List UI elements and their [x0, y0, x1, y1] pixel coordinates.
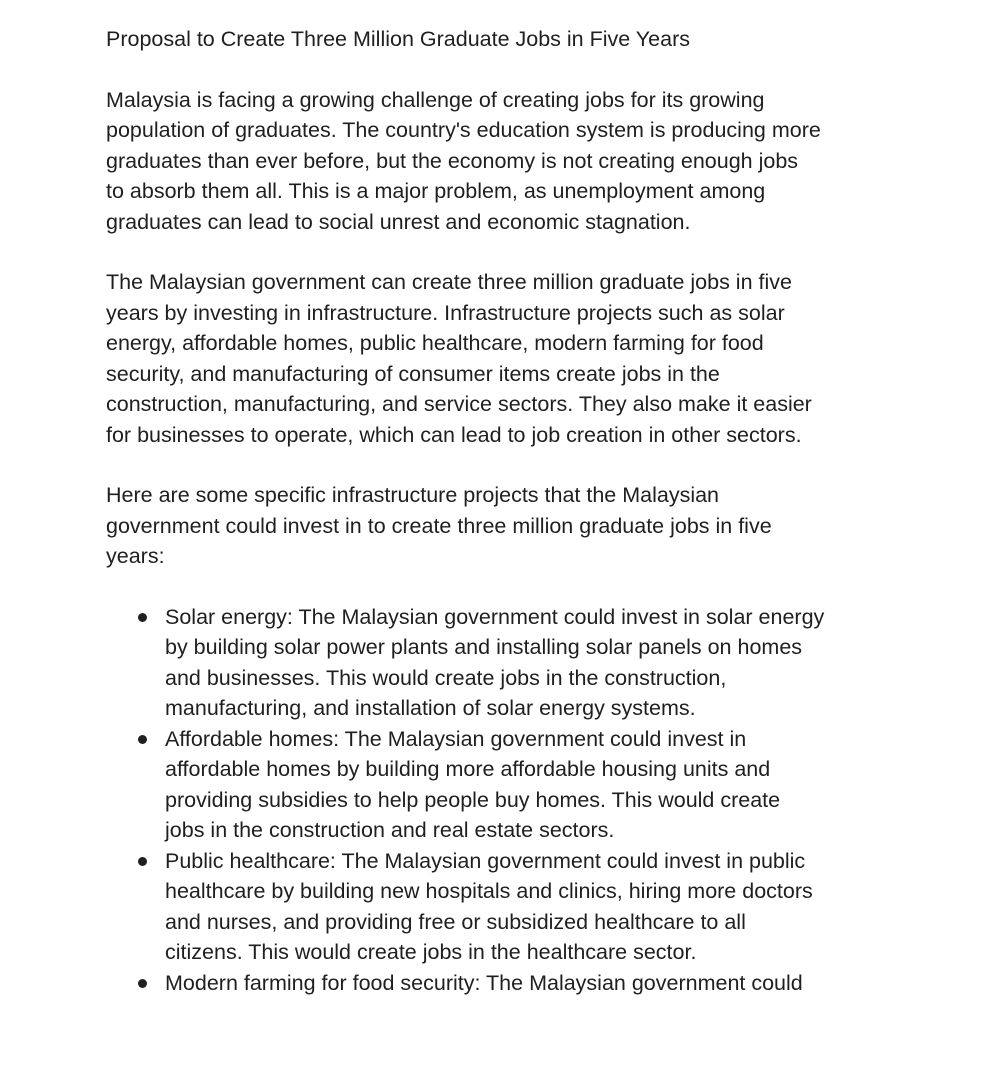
text-line: for businesses to operate, which can lead to job creation in other sectors.	[106, 422, 802, 447]
text-line: The Malaysian government can create three million graduate jobs in five	[106, 270, 792, 294]
bullet-dot-icon	[138, 979, 147, 988]
text-line: graduates can lead to social unrest and economic stagnation.	[106, 209, 691, 234]
text-line: citizens. This would create jobs in the healthcare sector.	[165, 940, 697, 964]
text-line: Malaysia is facing a growing challenge of creating jobs for its growing	[106, 87, 765, 112]
text-line: affordable homes by building more affordable housing units and	[165, 757, 771, 781]
bullet-item-solar-energy	[106, 602, 886, 724]
text-line: Modern farming for food security: The Malaysian government could	[165, 970, 803, 995]
project-bullet-list	[106, 602, 886, 999]
text-line: Public healthcare: The Malaysian government could invest in public	[165, 848, 806, 873]
text-line: and businesses. This would create jobs in the construction,	[165, 665, 727, 690]
text-line: to absorb them all. This is a major problem, as unemployment among	[106, 179, 766, 203]
text-line: by building solar power plants and installing solar panels on homes	[165, 635, 803, 659]
bullet-item-affordable-homes	[106, 724, 886, 846]
text-line: energy, affordable homes, public healthcare, modern farming for food	[106, 331, 764, 355]
text-line: and nurses, and providing free or subsidized healthcare to all	[165, 909, 746, 934]
document-title: Proposal to Create Three Million Graduate Jobs in Five Years	[106, 27, 690, 51]
text-line: healthcare by building new hospitals and clinics, hiring more doctors	[165, 879, 813, 903]
text-line: years:	[106, 544, 165, 568]
bullet-item-modern-farming	[106, 968, 886, 999]
bullet-dot-icon	[138, 735, 147, 744]
paragraph-infrastructure	[106, 267, 886, 450]
paragraph-intro	[106, 85, 886, 238]
text-line: government could invest in to create three million graduate jobs in five	[106, 513, 772, 538]
paragraph-projects-intro	[106, 480, 886, 572]
text-line: population of graduates. The country's education system is producing more	[106, 118, 821, 142]
bullet-dot-icon	[138, 613, 147, 622]
text-line: construction, manufacturing, and service sectors. They also make it easier	[106, 392, 812, 416]
text-line: years by investing in infrastructure. Infrastructure projects such as solar	[106, 300, 785, 325]
text-line: security, and manufacturing of consumer items create jobs in the	[106, 361, 720, 386]
text-line: manufacturing, and installation of solar energy systems.	[165, 696, 696, 720]
text-line: Here are some specific infrastructure projects that the Malaysian	[106, 483, 720, 507]
text-line: Affordable homes: The Malaysian government could invest in	[165, 726, 747, 751]
text-line: jobs in the construction and real estate sectors.	[165, 818, 615, 842]
document-page	[106, 24, 886, 998]
text-line: Solar energy: The Malaysian government could invest in solar energy	[165, 604, 825, 629]
text-line: graduates than ever before, but the economy is not creating enough jobs	[106, 148, 799, 173]
text-line: providing subsidies to help people buy homes. This would create	[165, 787, 781, 812]
bullet-item-public-healthcare	[106, 846, 886, 968]
bullet-dot-icon	[138, 857, 147, 866]
